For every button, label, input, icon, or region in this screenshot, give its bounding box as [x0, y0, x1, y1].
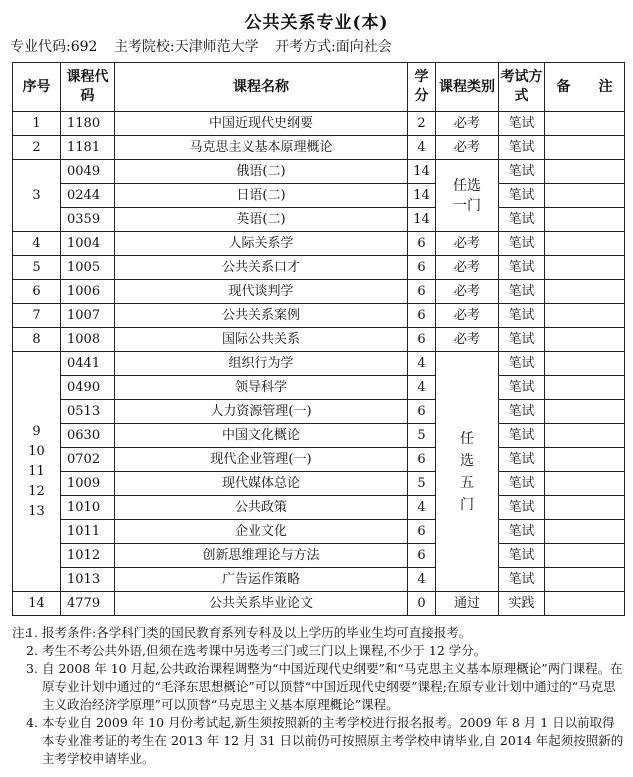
type-cell: 必考 — [436, 256, 499, 280]
note-item — [12, 660, 624, 714]
credit-cell: 6 — [408, 400, 436, 424]
type-cell: 通过 — [436, 592, 499, 616]
header-seq: 序号 — [13, 63, 61, 112]
name-cell: 中国近现代史纲要 — [115, 112, 408, 136]
exam-cell: 笔试 — [499, 304, 545, 328]
table-row — [13, 376, 625, 400]
table-row — [13, 472, 625, 496]
name-cell: 人际关系学 — [115, 232, 408, 256]
note-number: 2. — [26, 643, 38, 658]
seq-cell: 8 — [13, 328, 61, 352]
credit-cell: 6 — [408, 280, 436, 304]
remark-cell — [545, 496, 625, 520]
code-cell: 0359 — [61, 208, 115, 232]
remark-cell — [545, 208, 625, 232]
name-cell: 公共关系口才 — [115, 256, 408, 280]
credit-cell: 6 — [408, 232, 436, 256]
exam-cell: 笔试 — [499, 472, 545, 496]
note-text: 本专业自 2009 年 10 月份考试起,新生须按照新的主考学校进行报名报考。2009 年 8 月 1 日以前取得本专业准考证的考生在 2013 年 12 月 31 日以前仍可按照原主考学校申请毕业,自 2014 年起须按照新的主考学校申请毕业。 — [42, 715, 624, 766]
name-cell: 中国文化概论 — [115, 424, 408, 448]
name-cell: 国际公共关系 — [115, 328, 408, 352]
type-cell — [436, 160, 499, 232]
credit-cell: 2 — [408, 112, 436, 136]
table-row — [13, 592, 625, 616]
seq-cell: 2 — [13, 136, 61, 160]
header-code: 课程代码 — [61, 63, 115, 112]
note-text: 自 2008 年 10 月起,公共政治课程调整为“中国近现代史纲要”和“马克思主义基本原理概论”两门课程。在原专业计划中通过的“毛泽东思想概论”可以顶替“中国近现代史纲要”课程;在原专业计划中通过的“马克思主义政治经济学原理”可以顶替“马克思主义基本原理概论”课程。 — [42, 661, 623, 712]
remark-cell — [545, 328, 625, 352]
exam-cell: 笔试 — [499, 256, 545, 280]
seq-cell: 7 — [13, 304, 61, 328]
remark-cell — [545, 568, 625, 592]
remark-cell — [545, 448, 625, 472]
type-cell: 必考 — [436, 328, 499, 352]
exam-cell: 笔试 — [499, 112, 545, 136]
remark-cell — [545, 592, 625, 616]
exam-cell: 笔试 — [499, 184, 545, 208]
table-row — [13, 520, 625, 544]
table-header-row — [13, 63, 625, 112]
credit-cell: 6 — [408, 448, 436, 472]
code-cell: 0702 — [61, 448, 115, 472]
note-text: 考生不考公共外语,但须在选考课中另选考三门或三门以上课程,不少于 12 学分。 — [42, 643, 487, 658]
exam-cell: 实践 — [499, 592, 545, 616]
credit-cell: 14 — [408, 184, 436, 208]
code-cell: 1011 — [61, 520, 115, 544]
header-credit: 学分 — [408, 63, 436, 112]
name-cell: 企业文化 — [115, 520, 408, 544]
table-row — [13, 208, 625, 232]
name-cell: 现代谈判学 — [115, 280, 408, 304]
seq-group-text: 9 10 11 12 13 — [28, 423, 45, 519]
table-row — [13, 304, 625, 328]
code-cell: 0049 — [61, 160, 115, 184]
name-cell: 马克思主义基本原理概论 — [115, 136, 408, 160]
code-cell: 0244 — [61, 184, 115, 208]
exam-cell: 笔试 — [499, 352, 545, 376]
name-cell: 组织行为学 — [115, 352, 408, 376]
exam-cell: 笔试 — [499, 496, 545, 520]
credit-cell: 6 — [408, 256, 436, 280]
name-cell: 人力资源管理(一) — [115, 400, 408, 424]
exam-cell: 笔试 — [499, 328, 545, 352]
name-cell: 英语(二) — [115, 208, 408, 232]
name-cell: 现代企业管理(一) — [115, 448, 408, 472]
credit-cell: 6 — [408, 328, 436, 352]
table-row — [13, 568, 625, 592]
table-row — [13, 256, 625, 280]
exam-cell: 笔试 — [499, 520, 545, 544]
name-cell: 公共关系毕业论文 — [115, 592, 408, 616]
remark-cell — [545, 304, 625, 328]
type-cell: 必考 — [436, 280, 499, 304]
table-row — [13, 328, 625, 352]
remark-cell — [545, 112, 625, 136]
exam-cell: 笔试 — [499, 208, 545, 232]
table-row — [13, 544, 625, 568]
code-cell: 1180 — [61, 112, 115, 136]
note-item — [12, 714, 624, 768]
remark-cell — [545, 520, 625, 544]
header-remark: 备 注 — [545, 63, 625, 112]
major-code: 专业代码:692 — [10, 39, 98, 55]
exam-cell: 笔试 — [499, 280, 545, 304]
exam-cell: 笔试 — [499, 232, 545, 256]
table-row — [13, 160, 625, 184]
code-cell: 1006 — [61, 280, 115, 304]
type-cell: 必考 — [436, 232, 499, 256]
type-cell: 必考 — [436, 304, 499, 328]
credit-cell: 6 — [408, 520, 436, 544]
table-row — [13, 352, 625, 376]
seq-cell: 3 — [13, 160, 61, 232]
seq-cell: 5 — [13, 256, 61, 280]
remark-cell — [545, 136, 625, 160]
code-cell: 1005 — [61, 256, 115, 280]
code-cell: 0441 — [61, 352, 115, 376]
remark-cell — [545, 472, 625, 496]
table-row — [13, 280, 625, 304]
table-row — [13, 232, 625, 256]
note-number: 3. — [26, 661, 38, 676]
course-table — [12, 62, 625, 616]
seq-cell: 4 — [13, 232, 61, 256]
table-row — [13, 136, 625, 160]
remark-cell — [545, 184, 625, 208]
note-item — [12, 642, 624, 660]
remark-cell — [545, 544, 625, 568]
name-cell: 公共政策 — [115, 496, 408, 520]
table-row — [13, 424, 625, 448]
type-group-text: 任选五门 — [460, 430, 474, 513]
table-row — [13, 184, 625, 208]
remark-cell — [545, 232, 625, 256]
header-type: 课程类别 — [436, 63, 499, 112]
exam-mode: 开考方式:面向社会 — [275, 39, 392, 55]
note-number: 4. — [26, 715, 38, 730]
exam-cell: 笔试 — [499, 400, 545, 424]
credit-cell: 0 — [408, 592, 436, 616]
credit-cell: 14 — [408, 208, 436, 232]
code-cell: 1007 — [61, 304, 115, 328]
exam-cell: 笔试 — [499, 136, 545, 160]
remark-cell — [545, 424, 625, 448]
header-name: 课程名称 — [115, 63, 408, 112]
exam-cell: 笔试 — [499, 160, 545, 184]
remark-cell — [545, 160, 625, 184]
seq-cell: 1 — [13, 112, 61, 136]
credit-cell: 4 — [408, 568, 436, 592]
credit-cell: 5 — [408, 424, 436, 448]
notes-section — [12, 624, 624, 768]
exam-school: 主考院校:天津师范大学 — [113, 39, 259, 55]
page-title: 公共关系专业(本) — [244, 13, 389, 33]
type-cell — [436, 352, 499, 592]
code-cell: 0490 — [61, 376, 115, 400]
code-cell: 1009 — [61, 472, 115, 496]
code-cell: 1013 — [61, 568, 115, 592]
code-cell: 1181 — [61, 136, 115, 160]
exam-cell: 笔试 — [499, 544, 545, 568]
table-row — [13, 112, 625, 136]
code-cell: 0513 — [61, 400, 115, 424]
type-group-text: 任选一门 — [453, 177, 481, 214]
credit-cell: 5 — [408, 472, 436, 496]
major-info — [10, 36, 404, 56]
note-item — [12, 624, 624, 642]
name-cell: 俄语(二) — [115, 160, 408, 184]
table-row — [13, 448, 625, 472]
credit-cell: 6 — [408, 544, 436, 568]
table-row — [13, 400, 625, 424]
credit-cell: 4 — [408, 496, 436, 520]
code-cell: 1004 — [61, 232, 115, 256]
remark-cell — [545, 400, 625, 424]
code-cell: 1008 — [61, 328, 115, 352]
credit-cell: 4 — [408, 376, 436, 400]
code-cell: 1012 — [61, 544, 115, 568]
remark-cell — [545, 376, 625, 400]
header-exam: 考试方式 — [499, 63, 545, 112]
name-cell: 日语(二) — [115, 184, 408, 208]
name-cell: 广告运作策略 — [115, 568, 408, 592]
type-cell: 必考 — [436, 112, 499, 136]
credit-cell: 4 — [408, 352, 436, 376]
type-cell: 必考 — [436, 136, 499, 160]
note-number: 1. — [26, 625, 38, 640]
credit-cell: 6 — [408, 304, 436, 328]
name-cell: 创新思维理论与方法 — [115, 544, 408, 568]
remark-cell — [545, 280, 625, 304]
remark-cell — [545, 256, 625, 280]
seq-cell: 14 — [13, 592, 61, 616]
name-cell: 公共关系案例 — [115, 304, 408, 328]
remark-cell — [545, 352, 625, 376]
seq-cell — [13, 352, 61, 592]
exam-cell: 笔试 — [499, 424, 545, 448]
exam-cell: 笔试 — [499, 448, 545, 472]
note-text: 报考条件:各学科门类的国民教育系列专科及以上学历的毕业生均可直接报考。 — [42, 625, 472, 640]
table-row — [13, 496, 625, 520]
seq-cell: 6 — [13, 280, 61, 304]
exam-cell: 笔试 — [499, 376, 545, 400]
name-cell: 领导科学 — [115, 376, 408, 400]
notes-label: 注: — [12, 625, 29, 640]
code-cell: 4779 — [61, 592, 115, 616]
name-cell: 现代媒体总论 — [115, 472, 408, 496]
credit-cell: 14 — [408, 160, 436, 184]
credit-cell: 4 — [408, 136, 436, 160]
code-cell: 1010 — [61, 496, 115, 520]
code-cell: 0630 — [61, 424, 115, 448]
exam-cell: 笔试 — [499, 568, 545, 592]
